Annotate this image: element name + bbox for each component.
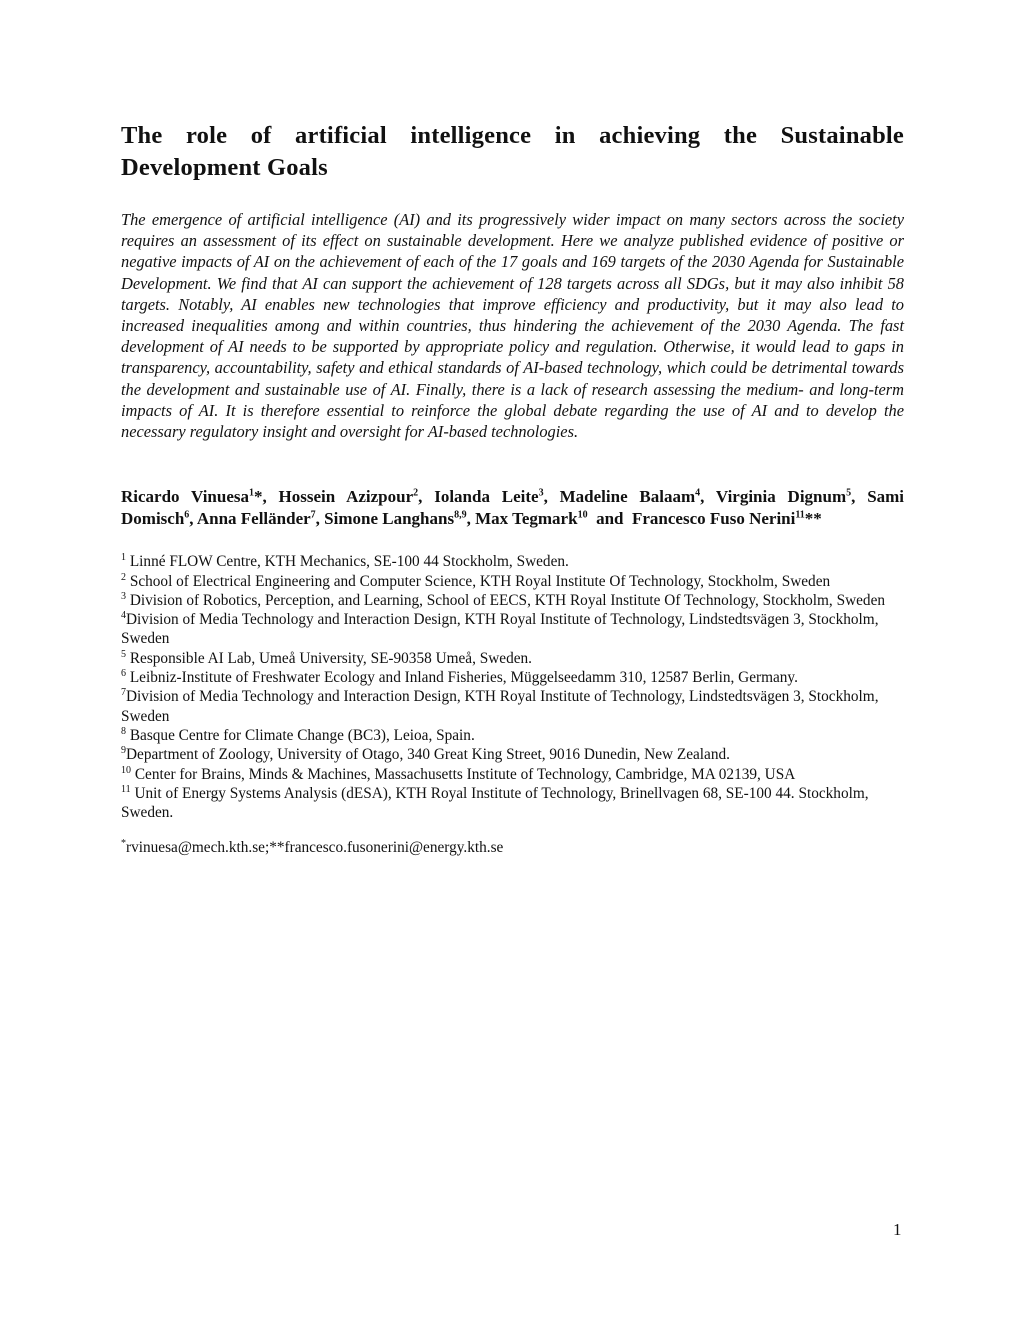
paper-page bbox=[121, 120, 904, 857]
author: Iolanda Leite$^3$, bbox=[434, 487, 560, 507]
affiliation: $^2$ School of Electrical Engineering and Computer Science, KTH Royal Institute Of Technology, Stockholm, Sweden bbox=[121, 571, 831, 590]
author: Hossein Azizpour$^2$, bbox=[278, 487, 435, 507]
affiliation: $^{10}$ Center for Brains, Minds & Machines, Massachusetts Institute of Technology, Cambridge, MA 02139, USA bbox=[121, 764, 796, 783]
affiliation: $^{11}$ Unit of Energy Systems Analysis (dESA), KTH Royal Institute of Technology, Brinellvagen 68, SE-100 44. Stockholm, Sweden. bbox=[121, 783, 869, 822]
page-number: 1 bbox=[893, 1220, 902, 1239]
affiliation: $^9$Department of Zoology, University of Otago, 340 Great King Street, 9016 Dunedin, New Zealand. bbox=[121, 745, 730, 764]
paper-title: The role of artificial intelligence in achieving the Sustainable Development Goals bbox=[121, 122, 904, 181]
affiliation: $^7$Division of Media Technology and Interaction Design, KTH Royal Institute of Technology, Lindstedtsvägen 3, Stockholm, Sweden bbox=[121, 687, 879, 725]
author: Virginia Dignum$^5$, bbox=[715, 487, 868, 507]
affiliation: $^3$ Division of Robotics, Perception, and Learning, School of EECS, KTH Royal Institute Of Technology, Stockholm, Sweden bbox=[121, 590, 886, 609]
author: Anna Felländer$^7$, bbox=[196, 509, 325, 529]
affiliation: $^5$ Responsible AI Lab, Umeå University, SE-90358 Umeå, Sweden. bbox=[121, 648, 533, 667]
affiliation: $^6$ Leibniz-Institute of Freshwater Ecology and Inland Fisheries, Müggelseedamm 310, 12587 Berlin, Germany. bbox=[121, 667, 798, 687]
affiliation: $^8$ Basque Centre for Climate Change (BC3), Leioa, Spain. bbox=[121, 725, 475, 744]
author: Simone Langhans$^{8,9}$, bbox=[324, 509, 476, 529]
abstract: The emergence of artificial intelligence (AI) and its progressively wider impact on many sectors across the society requires an assessment of its effect on sustainable development. Here we analyze published evidence of positive or negative impacts of AI on the achievement of each of the 17 goals and 169 targets of the 2030 Agenda for Sustainable Development. We find that AI can support the achievement of 128 targets across all SDGs, but it may also inhibit 58 targets. Notably, AI enables new technologies that improve efficiency and productivity, but it may also lead to increased inequalities among and within countries, thus hindering the achievement of the 2030 Agenda. The fast development of AI needs to be supported by appropriate policy and regulation. Otherwise, it would lead to gaps in transparency, accountability, safety and ethical standards of AI-based technology, which could be detrimental towards the development and sustainable use of AI. Finally, there is a lack of research assessing the medium- and long-term impacts of AI. It is therefore essential to reinforce the global debate regarding the use of AI and to develop the necessary regulatory insight and oversight for AI-based technologies. bbox=[121, 210, 904, 442]
affiliation-list bbox=[121, 552, 904, 822]
author: Max Tegmark$^{10}$ and bbox=[475, 509, 632, 529]
affiliation: $^4$Division of Media Technology and Interaction Design, KTH Royal Institute of Technology, Lindstedtsvägen 3, Stockholm, Sweden bbox=[121, 610, 879, 648]
author-list bbox=[121, 486, 904, 530]
author: Sami Domisch$^6$, bbox=[121, 487, 905, 529]
author: Madeline Balaam$^4$, bbox=[559, 487, 716, 507]
author: Ricardo Vinuesa$^1$*, bbox=[121, 487, 279, 507]
affiliation: $^1$ Linné FLOW Centre, KTH Mechanics, SE-100 44 Stockholm, Sweden. bbox=[121, 552, 569, 571]
author: Francesco Fuso Nerini$^{11}$** bbox=[631, 509, 822, 529]
corresponding-email: *rvinuesa@mech.kth.se;**francesco.fusonerini@energy.kth.se bbox=[121, 838, 504, 857]
